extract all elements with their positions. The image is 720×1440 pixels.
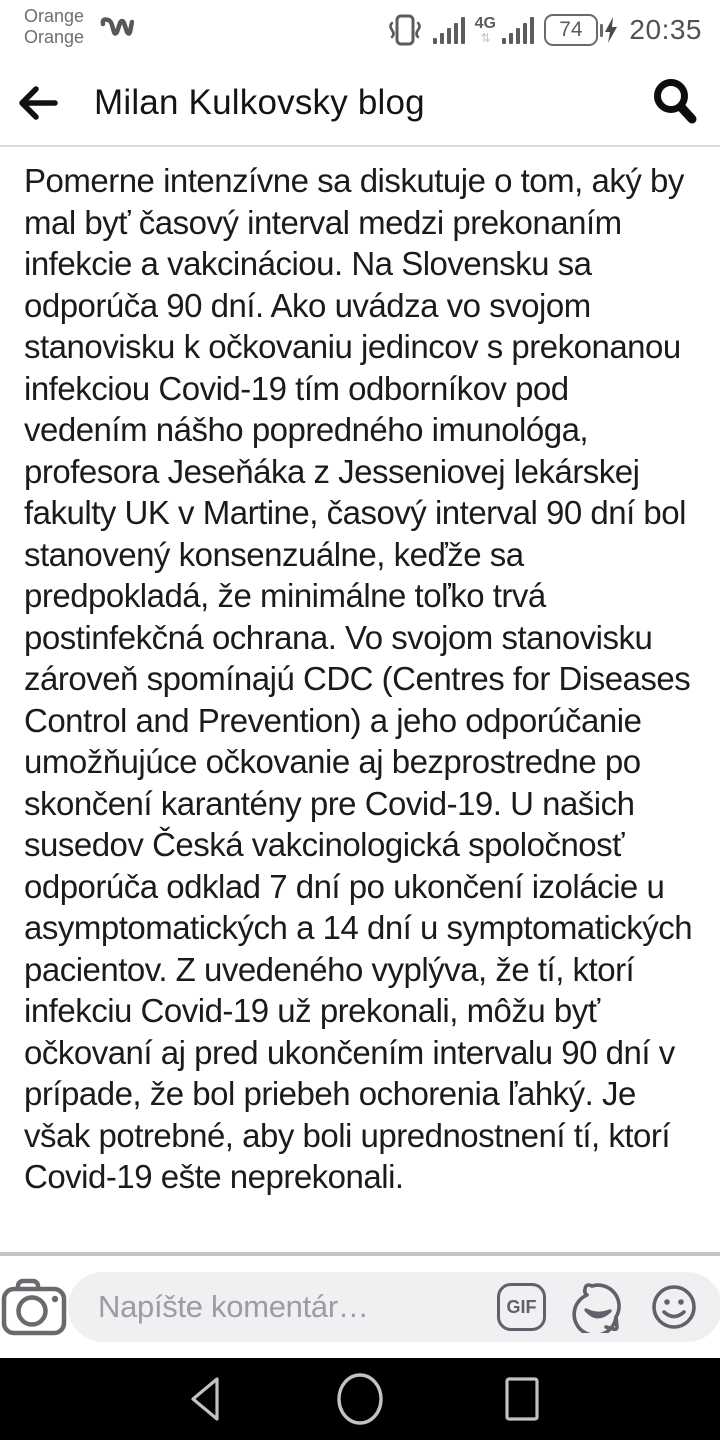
nav-recents-button[interactable] (477, 1358, 567, 1440)
post-body-text: Pomerne intenzívne sa diskutuje o tom, aký by mal byť časový interval medzi prekonaním infekcie a vakcináciou. Na Slovensku sa odporúča 90 dní. Ako uvádza vo svojom stanovisku k očkovaniu jedincov s prekonanou infekciou Covid-19 tím odborníkov pod vedením nášho popredného imunológa, profesora Jeseňáka z Jesseniovej lekárskej fakulty UK v Martine, časový interval 90 dní bol stanovený konsenzuálne, keďže sa predpokladá, že minimálne toľko trvá postinfekčná ochrana. Vo svojom stanovisku zároveň spomínajú CDC (Centres for Diseases Control and Prevention) a jeho odporúčanie umožňujúce očkovanie aj bezprostredne po skončení karantény pre Covid-19. U našich susedov Česká vakcinologická spoločnosť odporúča odklad 7 dní po ukončení izolácie u asymptomatických a 14 dní u symptomatických pacientov. Z uvedeného vyplýva, že tí, ktorí infekciu Covid-19 už prekonali, môžu byť očkovaní aj pred ukončením intervalu 90 dní v prípade, že bol priebeh ochorenia ľahký. Je však potrebné, aby boli uprednostnení tí, ktorí Covid-19 ešte neprekonali. (24, 162, 693, 1195)
sticker-button[interactable] (572, 1281, 624, 1333)
battery-percent: 74 (544, 14, 598, 46)
clock: 20:35 (629, 14, 702, 45)
carrier-line-2: Orange (24, 27, 85, 47)
carrier-line-1: Orange (24, 6, 85, 26)
signal-bars-sim2-icon (502, 16, 534, 44)
emoji-smile-icon (650, 1283, 698, 1331)
back-arrow-icon (17, 86, 59, 120)
vibrate-icon (387, 13, 423, 47)
carrier-label (24, 6, 84, 48)
comment-bar (0, 1256, 720, 1358)
nav-back-button[interactable] (160, 1358, 250, 1440)
network-type: 4G ⇅ (474, 15, 496, 45)
search-button[interactable] (630, 59, 720, 146)
charging-bolt-icon (603, 16, 619, 44)
search-icon (650, 77, 700, 129)
emoji-button[interactable] (650, 1283, 698, 1331)
status-icons (387, 0, 702, 60)
comment-input-pill (68, 1272, 720, 1342)
camera-icon (0, 1277, 68, 1337)
nav-recents-square-icon (504, 1376, 540, 1422)
nav-back-triangle-icon (188, 1375, 222, 1423)
android-navbar (0, 1358, 720, 1440)
gif-button[interactable]: GIF (497, 1283, 546, 1331)
status-bar (0, 0, 720, 60)
back-button[interactable] (0, 59, 76, 146)
battery-icon (544, 14, 620, 46)
header (0, 60, 720, 147)
data-arrows-icon: ⇅ (480, 31, 490, 45)
nav-home-button[interactable] (315, 1358, 405, 1440)
comment-input[interactable] (98, 1289, 497, 1325)
page-title: Milan Kulkovsky blog (94, 82, 425, 122)
signal-bars-sim1-icon (433, 16, 465, 44)
camera-button[interactable] (0, 1277, 68, 1337)
nav-home-circle-icon (334, 1371, 386, 1427)
notification-w-icon (100, 16, 134, 42)
sticker-icon (572, 1281, 624, 1333)
post-content (0, 149, 720, 1252)
